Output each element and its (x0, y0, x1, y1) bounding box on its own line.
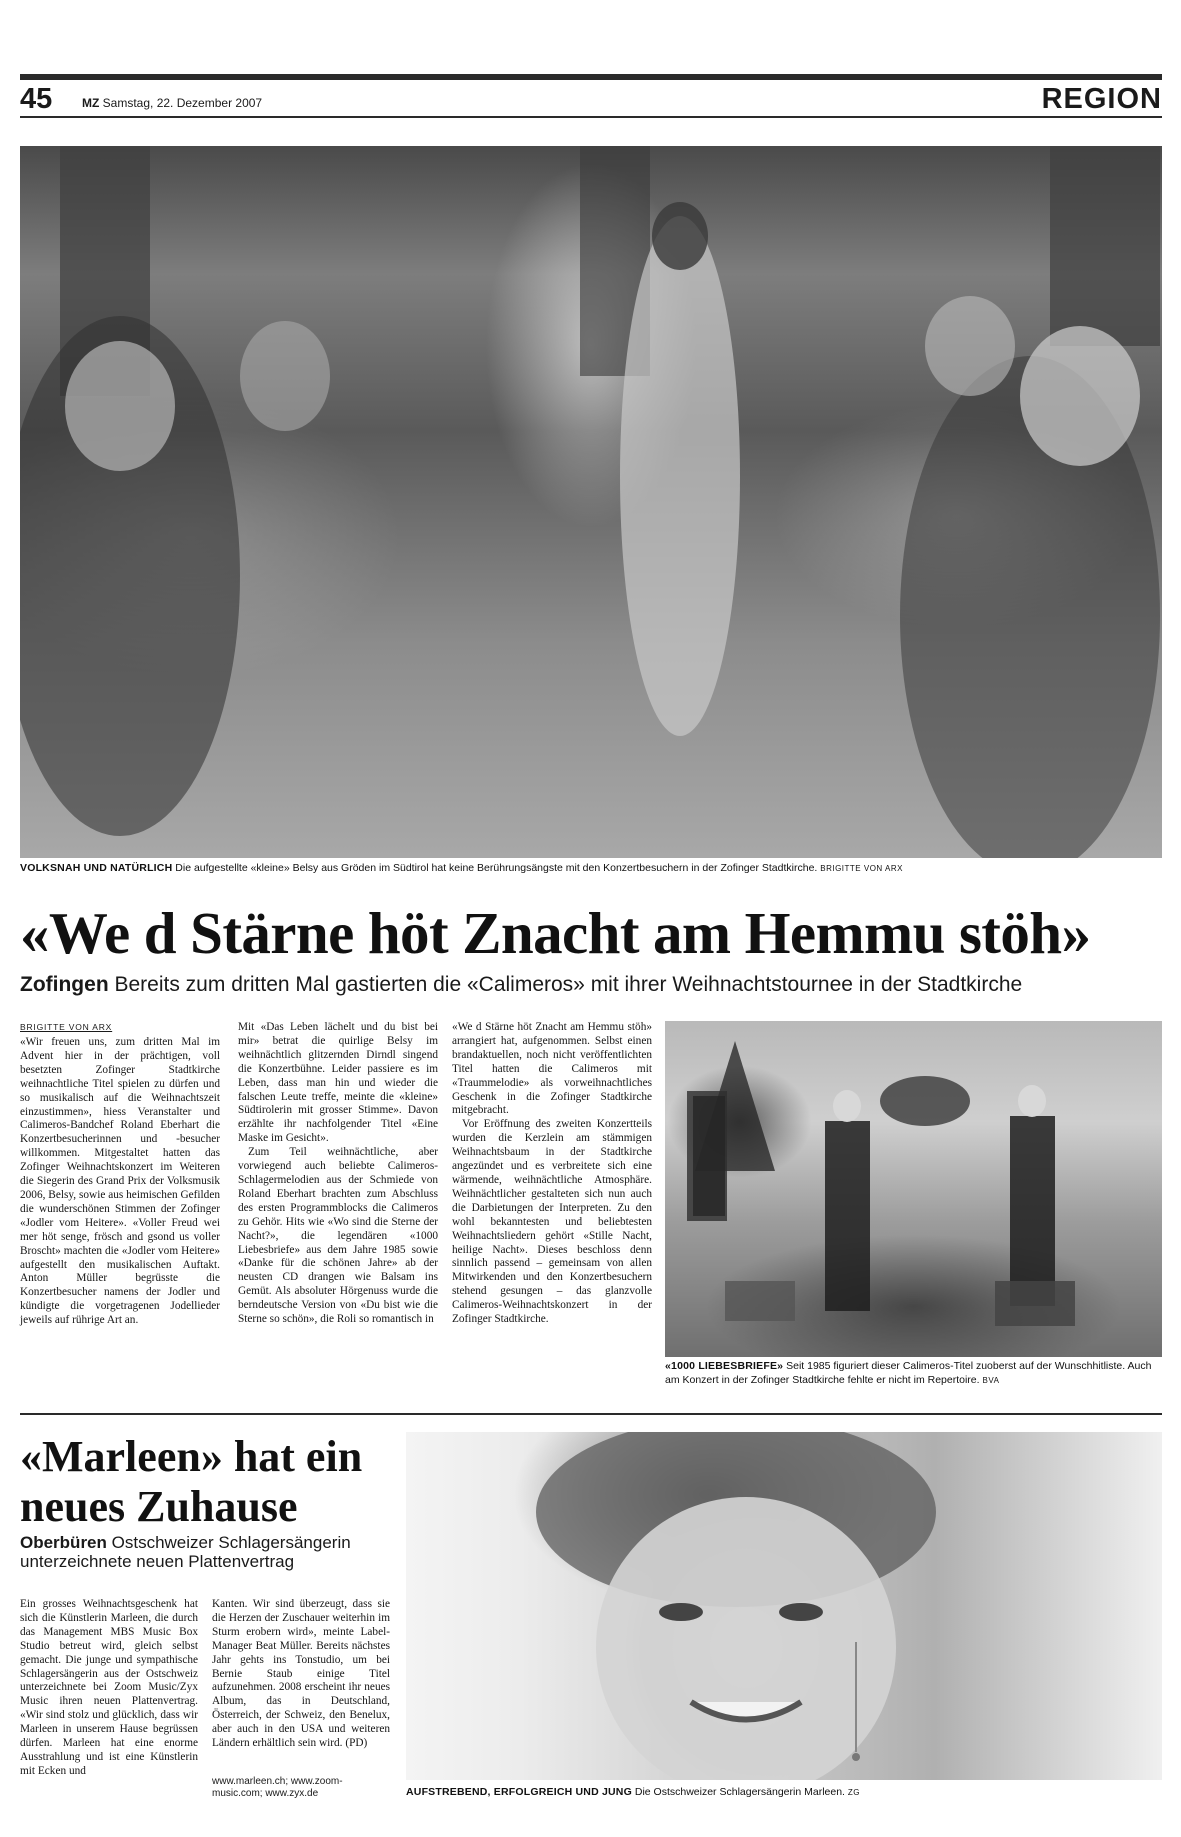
paragraph: Zum Teil weihnächtliche, aber vorwiegend auch beliebte Calimeros-Schlagermelodien aus der Schmiede von Roland Eberhart brachten zum Abschluss des ersten Programmblocks die Calimeros zu Gehör. Hits wie «Wo sind die Sterne der Nacht?», die legendären «1000 Liebesbriefe» aus dem Jahre 1985 sowie «Danke für die schönen Jahre» ab der neusten CD drangen wie Balsam ins Gemüt. Als absoluter Hörgenuss wurde die berndeutsche Version von «Du bist wie die Sterne so schön», die Roli so romantisch in (238, 1146, 438, 1326)
stage-illustration (665, 1021, 1162, 1357)
paragraph: Kanten. Wir sind überzeugt, dass sie die Herzen der Zuschauer weiterhin im Sturm erobern wird», meinte Label-Manager Beat Müller. Bereits nächstes Jahr gehts ins Tonstudio, um bei Bernie Staub einige Titel aufzunehmen. 2008 erscheint ihr neues Album, das in Deutschland, Österreich, der Schweiz, den Benelux, aber auch in den USA und weiteren Ländern erhältlich sein wird. (PD) (212, 1598, 390, 1750)
band-stage-photo (665, 1021, 1162, 1357)
text-column-4 (20, 1598, 198, 1779)
paragraph: «Wir freuen uns, zum dritten Mal im Advent hier in der prächtigen, voll besetzten Zofinger Stadtkirche weihnachtliche Titel spielen zu dürfen und so musikalisch auf die Weihnachtszeit einzustimmen», hiess Veranstalter und Calimeros-Bandchef Roland Eberhart die Konzertbesucherinnen und -besucher willkommen. Mitgestaltet hatten das Zofinger Weihnachtskonzert im Weiteren die Siegerin des Grand Prix der Volksmusik 2006, Belsy, sowie aus heimischen Gefilden die wunderschönen Stimmen der Zofinger «Jodler vom Heitere». «Voller Freud wei mer höt senge, frösch and gsond us voller Broscht» machten die «Jodler vom Heitere» aufgestellt den musikalischen Auftakt. Anton Müller begrüsste die Konzertbesucher namens der Jodler und kündigte die vorgetragenen Jodellieder jeweils auf rührige Art an. (20, 1036, 220, 1327)
band-photo-caption (665, 1359, 1162, 1388)
caption-lead: VOLKSNAH UND NATÜRLICH (20, 862, 173, 874)
dateline-place: Zofingen (20, 973, 109, 996)
main-photo-caption (20, 861, 1162, 876)
article-headline: «We d Stärne höt Znacht am Hemmu stöh» (20, 900, 1091, 966)
photo-credit: BVA (982, 1376, 1000, 1385)
top-rule (20, 74, 1162, 80)
byline: BRIGITTE VON ARX (20, 1022, 113, 1032)
paragraph: «We d Stärne höt Znacht am Hemmu stöh» arrangiert hat, aufgenommen. Selbst einen brandaktuellen, noch nicht veröffentlichten Titel hatten die Calimeros mit «Traummelodie» als vorweihnachtliches Geschenk in die Zofinger Stadtkirche mitgebracht. (452, 1021, 652, 1117)
text-column-3 (452, 1021, 652, 1327)
photo-credit: ZG (847, 1788, 860, 1797)
portrait-caption (406, 1785, 1162, 1800)
paragraph: Ein grosses Weihnachtsgeschenk hat sich die Künstlerin Marleen, die durch das Management MBS Music Box Studio betreut wird, gleich selbst gemacht. Die junge und sympathische Schlagersängerin aus der Ostschweiz unterzeichnete bei Zoom Music/Zyx Music ihren neuen Plattenvertrag. «Wir sind stolz und glücklich, dass wir Marleen in unserem Hause begrüssen dürfen. Marleen hat eine enorme Ausstrahlung und ist eine Künstlerin mit Ecken und (20, 1598, 198, 1777)
publication-name: MZ (82, 96, 100, 110)
dateline (82, 96, 262, 110)
singer-portrait-photo (406, 1432, 1162, 1780)
web-links: www.marleen.ch; www.zoom-music.com; www.zyx.de (212, 1776, 343, 1799)
article-subhead (20, 972, 1022, 998)
header-rule (20, 116, 1162, 118)
subhead-text: Bereits zum dritten Mal gastierten die «Calimeros» mit ihrer Weihnachtstournee in der Stadtkirche (108, 973, 1023, 996)
photo-credit: BRIGITTE VON ARX (820, 864, 903, 873)
text-column-2 (238, 1021, 438, 1327)
article-headline: «Marleen» hat ein neues Zuhause (20, 1432, 363, 1531)
subhead-text: Ostschweizer Schlagersängerin unterzeichnete neuen Plattenvertrag (20, 1533, 351, 1571)
article-subhead (20, 1533, 400, 1571)
caption-lead: AUFSTREBEND, ERFOLGREICH UND JUNG (406, 1786, 632, 1798)
audience-illustration (20, 146, 1162, 858)
paragraph: Mit «Das Leben lächelt und du bist bei mir» betrat die quirlige Belsy im weihnächtlich glitzernden Dirndl singend die Konzertbühne. Leider passiere es im Leben, dass man hin und wieder die falschen Leute treffe, meinte die «kleine» Südtirolerin mit grosser Stimme». Davon erzählte ihr nachfolgender Titel «Eine Maske im Gesicht». (238, 1021, 438, 1145)
text-column-1 (20, 1036, 220, 1328)
caption-text: Die Ostschweizer Schlagersängerin Marleen. (631, 1786, 845, 1798)
caption-lead: «1000 LIEBESBRIEFE» (665, 1360, 784, 1372)
page-number: 45 (20, 83, 53, 115)
portrait-illustration (406, 1432, 1162, 1780)
caption-text: Seit 1985 figuriert dieser Calimeros-Titel zuoberst auf der Wunschhitliste. Auch am Konzert in der Zofinger Stadtkirche fehlte er nicht im Repertoire. (665, 1360, 1152, 1386)
concert-audience-photo (20, 146, 1162, 858)
issue-date: Samstag, 22. Dezember 2007 (102, 96, 263, 110)
dateline-place: Oberbüren (20, 1533, 107, 1552)
section-title: REGION (1041, 83, 1162, 115)
article-divider (20, 1413, 1162, 1415)
paragraph: Vor Eröffnung des zweiten Konzertteils wurden die Kerzlein am stämmigen Weihnachtsbaum in der Stadtkirche angezündet und es verbreitete sich eine wärmende, weihnächtliche Atmosphäre. Weihnächtlicher gestalteten sich nun auch die Darbietungen der Interpreten. Zu den wohl bekanntesten und beliebtesten Weihnachtsliedern gehört «Stille Nacht, heilige Nacht». Dieses beschloss denn sinnlich passend – gemeinsam von allen Mitwirkenden und den Konzertbesuchern stehend gesungen – das glanzvolle Calimeros-Weihnachtskonzert in der Zofinger Stadtkirche. (452, 1118, 652, 1326)
caption-text: Die aufgestellte «kleine» Belsy aus Gröden im Südtirol hat keine Berührungsängste mit den Konzertbesuchern in der Zofinger Stadtkirche. (172, 862, 818, 874)
text-column-5 (212, 1598, 390, 1751)
